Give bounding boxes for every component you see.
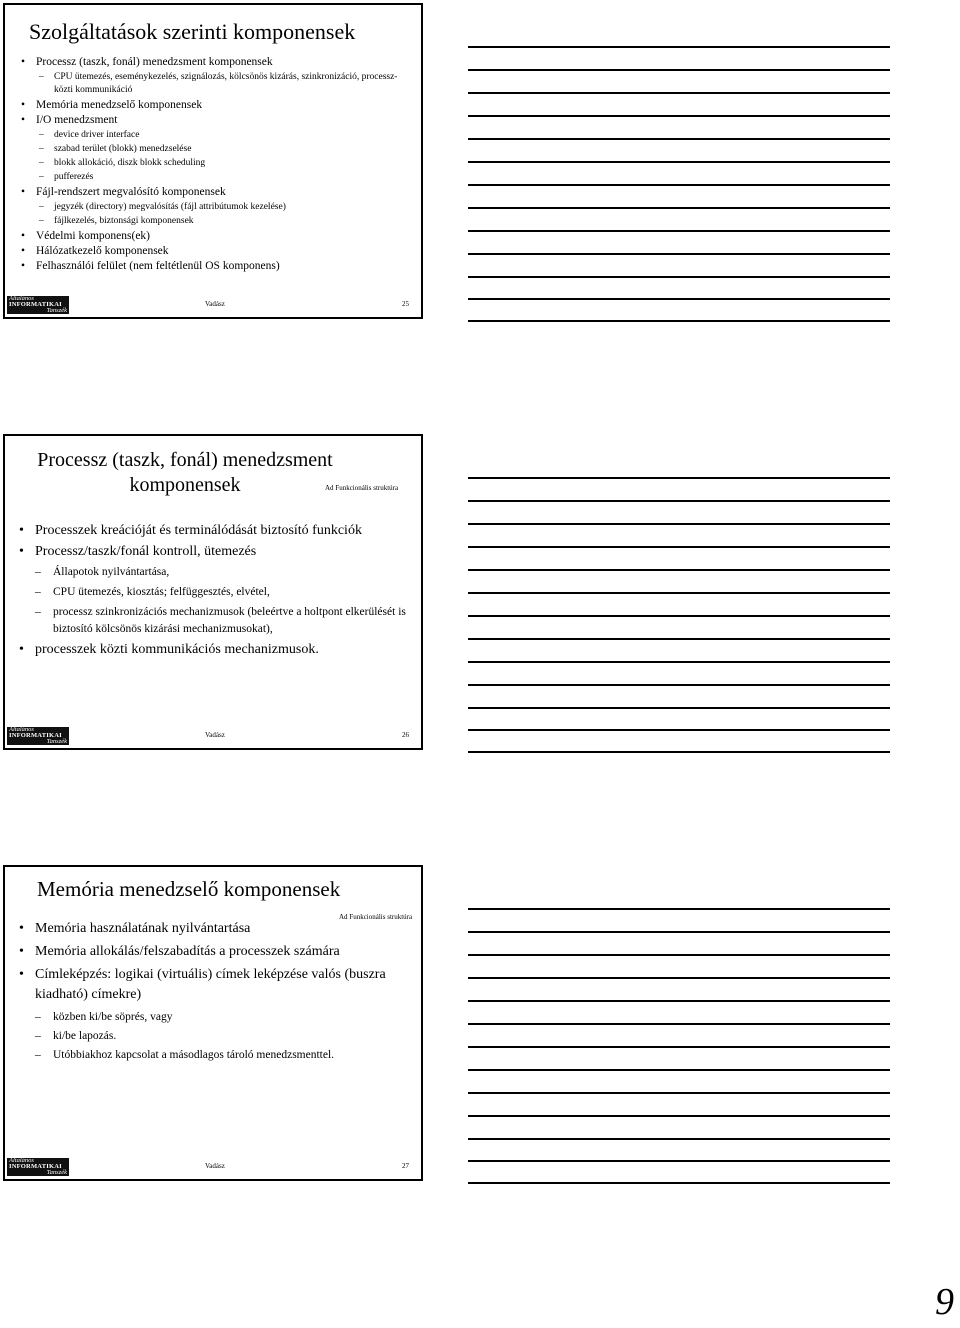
bullet-item: • Processz/taszk/fonál kontroll, ütemezés (5, 543, 415, 561)
note-line (468, 138, 890, 140)
note-line (468, 751, 890, 753)
sub-bullet-item: – ki/be lapozás. (5, 1027, 415, 1045)
sub-bullet-item: – közben ki/be söprés, vagy (5, 1008, 415, 1026)
sub-bullet-item: – jegyzék (directory) megvalósítás (fájl attribútumok kezelése) (5, 201, 415, 214)
department-logo (7, 1158, 69, 1176)
note-line (468, 69, 890, 71)
sub-bullet-item: – blokk allokáció, diszk blokk scheduling (5, 157, 415, 170)
department-logo (7, 296, 69, 314)
note-line (468, 161, 890, 163)
note-line (468, 184, 890, 186)
slide-number: 25 (402, 300, 409, 308)
logo-line-1: Általános (9, 727, 34, 733)
note-line (468, 92, 890, 94)
bullet-item: • Felhasználói felület (nem feltétlenül OS komponens) (5, 259, 415, 274)
bullet-list (5, 919, 415, 1065)
note-line (468, 320, 890, 322)
bullet-item: • Hálózatkezelő komponensek (5, 244, 415, 259)
department-logo (7, 727, 69, 745)
note-line (468, 1023, 890, 1025)
bullet-item: • I/O menedzsment (5, 113, 415, 128)
logo-line-3: Tanszék (46, 738, 67, 745)
slide-number: 27 (402, 1162, 409, 1170)
slide-footer (5, 1157, 421, 1179)
sub-bullet-item: – device driver interface (5, 129, 415, 142)
note-line (468, 477, 890, 479)
sub-bullet-item: – pufferezés (5, 171, 415, 184)
bullet-item: • processzek közti kommunikációs mechanizmusok. (5, 641, 415, 659)
note-line (468, 908, 890, 910)
bullet-item: • Processz (taszk, fonál) menedzsment komponensek (5, 55, 415, 70)
bullet-item: • Címleképzés: logikai (virtuális) címek leképzése valós (buszra kiadható) címekre) (5, 965, 415, 1005)
logo-line-1: Általános (9, 296, 34, 302)
bullet-item: • Memória allokálás/felszabadítás a processzek számára (5, 942, 415, 962)
sub-bullet-item: – szabad terület (blokk) menedzselése (5, 143, 415, 156)
note-line (468, 931, 890, 933)
sub-bullet-item: – fájlkezelés, biztonsági komponensek (5, 215, 415, 228)
sub-bullet-item: – CPU ütemezés, kiosztás; felfüggesztés, elvétel, (5, 584, 415, 601)
slide-footer (5, 726, 421, 748)
note-line (468, 615, 890, 617)
page-number: 9 (935, 1281, 954, 1323)
note-line (468, 684, 890, 686)
bullet-list (5, 55, 415, 274)
note-line (468, 207, 890, 209)
sub-bullet-item: – Utóbbiakhoz kapcsolat a másodlagos tároló menedzsmenttel. (5, 1046, 415, 1064)
logo-line-3: Tanszék (46, 307, 67, 314)
bullet-item: • Memória menedzselő komponensek (5, 98, 415, 113)
note-line (468, 1046, 890, 1048)
note-line (468, 546, 890, 548)
note-line (468, 1000, 890, 1002)
note-line (468, 954, 890, 956)
slide-27 (3, 865, 423, 1181)
author-label: Vadász (205, 300, 225, 308)
note-line (468, 1092, 890, 1094)
bullet-list (5, 522, 415, 662)
note-line (468, 1115, 890, 1117)
bullet-item: • Védelmi komponens(ek) (5, 229, 415, 244)
note-line (468, 661, 890, 663)
sub-bullet-item: – processz szinkronizációs mechanizmusok (beleértve a holtpont elkerülését is biztosító kölcsönös kizárási mechanizmusokat), (5, 604, 415, 638)
note-line (468, 523, 890, 525)
logo-line-2: INFORMATIKAI (9, 732, 62, 739)
logo-line-3: Tanszék (46, 1169, 67, 1176)
slide-title: Memória menedzselő komponensek (37, 877, 341, 901)
slide-26 (3, 434, 423, 750)
note-line (468, 46, 890, 48)
crossref-label: Ad Funkcionális struktúra (325, 484, 399, 492)
note-line (468, 977, 890, 979)
note-line (468, 638, 890, 640)
bullet-item: • Processzek kreációját és terminálódását biztosító funkciók (5, 522, 415, 540)
author-label: Vadász (205, 1162, 225, 1170)
note-line (468, 1182, 890, 1184)
note-line (468, 1138, 890, 1140)
note-line (468, 276, 890, 278)
logo-line-2: INFORMATIKAI (9, 1163, 62, 1170)
note-line (468, 500, 890, 502)
bullet-item: • Fájl-rendszert megvalósító komponensek (5, 185, 415, 200)
note-line (468, 115, 890, 117)
logo-line-2: INFORMATIKAI (9, 301, 62, 308)
sub-bullet-item: – Állapotok nyilvántartása, (5, 564, 415, 581)
note-line (468, 707, 890, 709)
crossref-label: Ad Funkcionális struktúra (339, 913, 413, 921)
bullet-item: • Memória használatának nyilvántartása (5, 919, 415, 939)
slide-number: 26 (402, 731, 409, 739)
note-line (468, 1160, 890, 1162)
sub-bullet-item: – CPU ütemezés, eseménykezelés, szignálozás, kölcsönös kizárás, szinkronizáció, processz-közti kommunikáció (5, 71, 415, 97)
slide-footer (5, 295, 421, 317)
note-line (468, 1069, 890, 1071)
note-line (468, 253, 890, 255)
slide-25 (3, 3, 423, 319)
note-line (468, 592, 890, 594)
note-line (468, 298, 890, 300)
author-label: Vadász (205, 731, 225, 739)
slide-title: Szolgáltatások szerinti komponensek (29, 19, 356, 44)
slide-title: Processz (taszk, fonál) menedzsment komponensek (37, 449, 333, 496)
note-line (468, 569, 890, 571)
logo-line-1: Általános (9, 1158, 34, 1164)
note-line (468, 230, 890, 232)
note-line (468, 729, 890, 731)
